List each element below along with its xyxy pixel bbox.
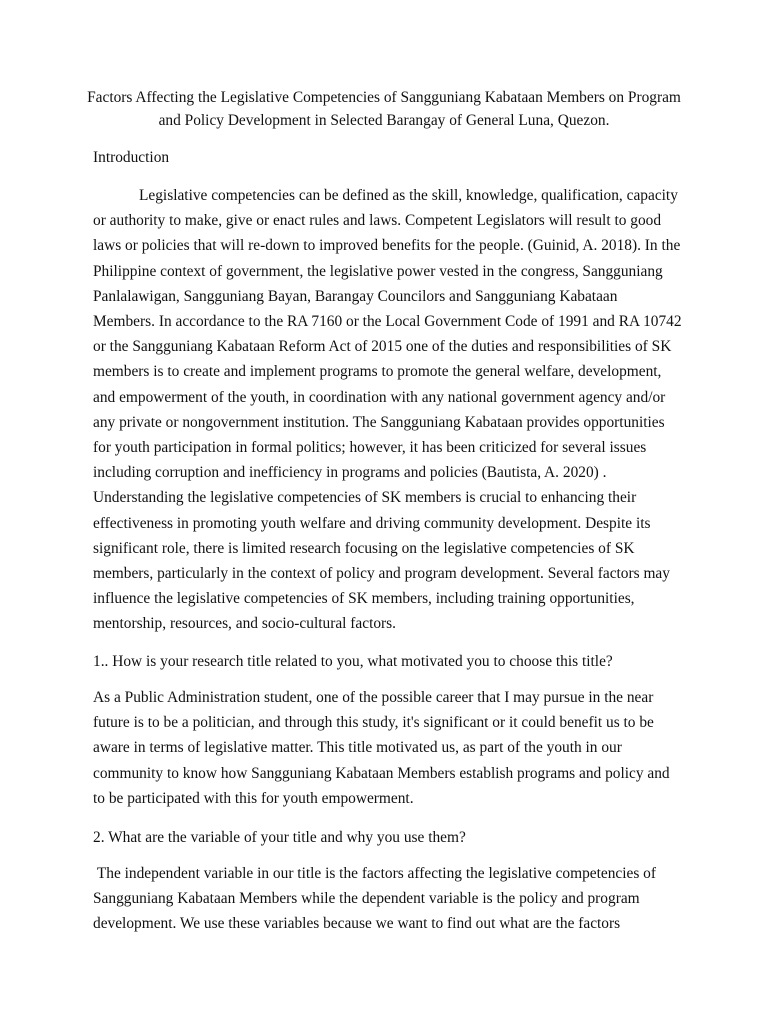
question-1: 1.. How is your research title related to you, what motivated you to choose this title? [93,653,613,670]
answer-2: The independent variable in our title is the factors affecting the legislative competencies of Sangguniang Kabataan Members while the dependent variable is the policy and program development. We use these variables because we want to find out what are the factors [93,865,660,933]
intro-paragraph: Legislative competencies can be defined as the skill, knowledge, qualification, capacity or authority to make, give or enact rules and laws. Competent Legislators will result to good laws or policies that will re-down to improved benefits for the people. (Guinid, A. 2018). In the Philippine context of government, the legislative power vested in the congress, Sangguniang Panlalawigan, Sangguniang Bayan, Barangay Councilors and Sangguniang Kabataan Members. In accordance to the RA 7160 or the Local Government Code of 1991 and RA 10742 or the Sangguniang Kabataan Reform Act of 2015 one of the duties and responsibilities of SK members is to create and implement programs to promote the general welfare, development, and empowerment of the youth, in coordination with any national government agency and/or any private or nongovernment institution. The Sangguniang Kabataan provides opportunities for youth participation in formal politics; however, it has been criticized for several issues including corruption and inefficiency in programs and policies (Bautista, A. 2020) . Understanding the legislative competencies of SK members is crucial to enhancing their effectiveness in promoting youth welfare and driving community development. Despite its significant role, there is limited research focusing on the legislative competencies of SK members, particularly in the context of policy and program development. Several factors may influence the legislative competencies of SK members, including training opportunities, mentorship, resources, and socio-cultural factors. [93,187,682,633]
question-2: 2. What are the variable of your title and why you use them? [93,829,466,846]
answer-1: As a Public Administration student, one of the possible career that I may pursue in the near future is to be a politician, and through this study, it's significant or it could benefit us to be aware in terms of legislative matter. This title motivated us, as part of the youth in our community to know how Sangguniang Kabataan Members establish programs and policy and to be participated with this for youth empowerment. [93,689,670,807]
document-title: Factors Affecting the Legislative Competencies of Sangguniang Kabataan Members on Program and Policy Development in Selected Barangay of General Luna, Quezon. [87,89,681,129]
section-heading-introduction: Introduction [93,149,170,166]
